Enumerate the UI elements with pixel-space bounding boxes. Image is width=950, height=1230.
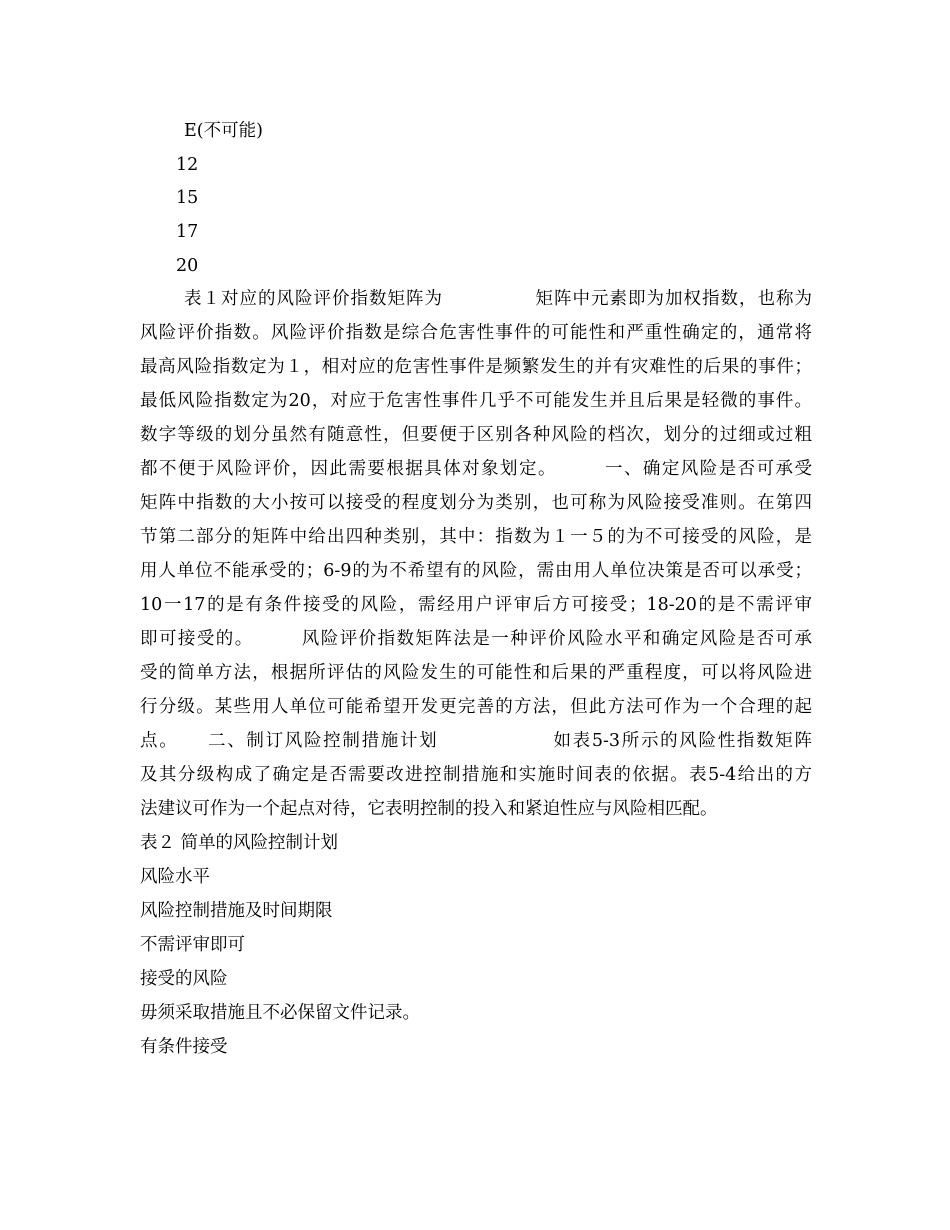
paragraph-line: 节第二部分的矩阵中给出四种类别，其中：指数为１一５的为不可接受的风险，是: [140, 527, 812, 547]
table2-row2-level: 有条件接受: [140, 1037, 228, 1057]
paragraph-line: 风险评价指数。风险评价指数是综合危害性事件的可能性和严重性确定的，通常将: [140, 323, 812, 343]
paragraph-line: 都不便于风险评价，因此需要根据具体对象划定。 一、确定风险是否可承受: [140, 459, 812, 479]
paragraph-line: 即可接受的。 风险评价指数矩阵法是一种评价风险水平和确定风险是否可承: [140, 629, 812, 649]
paragraph-line: 受的简单方法，根据所评估的风险发生的可能性和后果的严重程度，可以将风险进: [140, 663, 812, 683]
paragraph-line: 矩阵中指数的大小按可以接受的程度划分为类别，也可称为风险接受准则。在第四: [140, 493, 812, 513]
paragraph-line: 最低风险指数定为20，对应于危害性事件几乎不可能发生并且后果是轻微的事件。: [140, 391, 812, 411]
paragraph-line: 10一17的是有条件接受的风险，需经用户评审后方可接受；18-20的是不需评审: [140, 595, 812, 615]
table1-value: 17: [176, 222, 199, 242]
table2-row1-measure: 毋须采取措施且不必保留文件记录。: [140, 1003, 420, 1023]
table1-row-label-e: E(不可能): [184, 121, 263, 141]
table2-caption: 表２ 简单的风险控制计划: [140, 833, 339, 853]
paragraph-line: 行分级。某些用人单位可能希望开发更完善的方法，但此方法可作为一个合理的起: [140, 697, 812, 717]
paragraph-line: 法建议可作为一个起点对待，它表明控制的投入和紧迫性应与风险相匹配。: [140, 799, 718, 819]
paragraph-line: 表１对应的风险评价指数矩阵为 矩阵中元素即为加权指数，也称为: [184, 289, 812, 309]
paragraph-line: 点。 二、制订风险控制措施计划 如表5-3所示的风险性指数矩阵: [140, 731, 812, 751]
paragraph-line: 及其分级构成了确定是否需要改进控制措施和实施时间表的依据。表5-4给出的方: [140, 765, 812, 785]
table1-value: 20: [176, 256, 199, 276]
table1-value: 12: [176, 155, 199, 175]
table2-row1-level: 不需评审即可: [140, 935, 245, 955]
table2-row1-level: 接受的风险: [140, 969, 228, 989]
table2-header-risk-level: 风险水平: [140, 867, 210, 887]
paragraph-line: 用人单位不能承受的；6-9的为不希望有的风险，需由用人单位决策是否可以承受；: [140, 561, 812, 581]
paragraph-line: 数字等级的划分虽然有随意性，但要便于区别各种风险的档次，划分的过细或过粗: [140, 425, 812, 445]
paragraph-line: 最高风险指数定为１，相对应的危害性事件是频繁发生的并有灾难性的后果的事件；: [140, 357, 812, 377]
table2-header-measures: 风险控制措施及时间期限: [140, 901, 333, 921]
table1-value: 15: [176, 188, 199, 208]
